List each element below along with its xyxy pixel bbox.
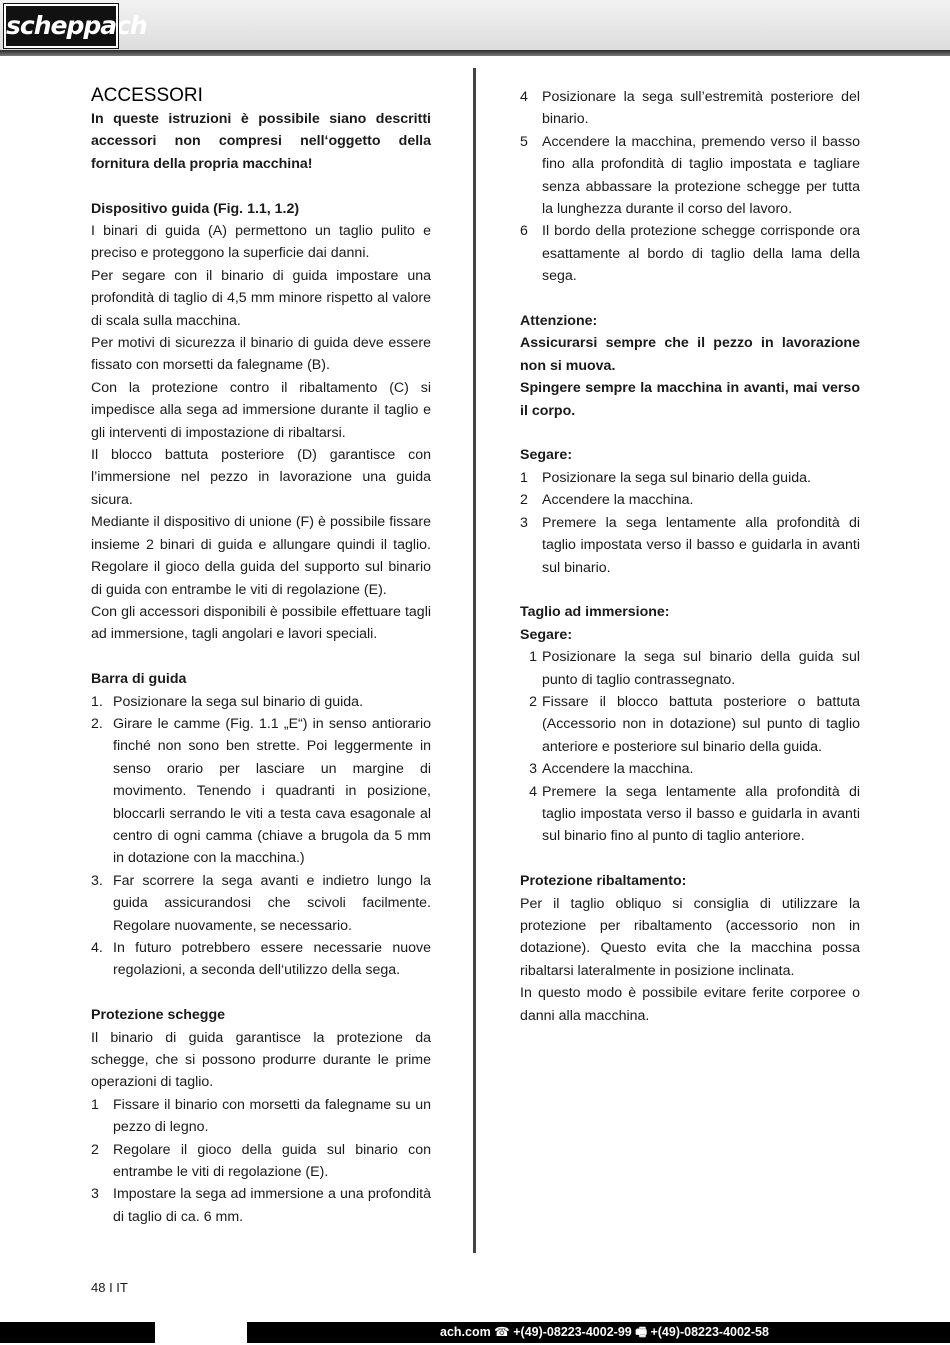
guide-paragraph: Mediante il dispositivo di unione (F) è possibile fissare insieme 2 binari di guida e allungare quindi il taglio. Regolare il gioco della guida del supporto sul binario di guida con entrambe le viti di regolazione (E). — [91, 514, 431, 598]
intro-note: In queste istruzioni è possibile siano descritti accessori non compresi nell‘oggetto della fornitura della propria macchina! — [91, 111, 431, 172]
guide-paragraph: Il blocco battuta posteriore (D) garantisce con l’immersione nel pezzo in lavorazione una guida sicura. — [91, 447, 431, 508]
bar-heading: Barra di guida — [91, 671, 187, 688]
left-column — [91, 84, 431, 1228]
list-item: 2 Accendere la macchina. — [520, 492, 694, 509]
guide-paragraph: Per motivi di sicurezza il binario di guida deve essere fissato con morsetti da falegname (B). — [91, 335, 431, 374]
attention-paragraph: Assicurarsi sempre che il pezzo in lavorazione non si muova. — [520, 335, 860, 374]
list-item: 3 Accendere la macchina. — [529, 761, 694, 778]
list-item: 1 Fissare il binario con morsetti da falegname su un pezzo di legno. — [91, 1096, 431, 1136]
list-item: 2 Fissare il blocco battuta posteriore o battuta (Accessorio non in dotazione) sul punto di taglio anteriore e posteriore sul binario della guida. — [529, 693, 860, 755]
page-title: ACCESSORI — [91, 85, 203, 106]
list-item: 3. Far scorrere la sega avanti e indietro lungo la guida assicurandosi che scivoli facilmente. Regolare nuovamente, se necessario. — [91, 872, 431, 934]
list-item: 4 Premere la sega lentamente alla profondità di taglio impostata verso il basso e guidarla in avanti sul binario fino al punto di taglio anteriore. — [529, 783, 860, 845]
list-item: 5 Accendere la macchina, premendo verso il basso fino alla profondità di taglio impostata e tagliare senza abbassare la protezione schegge per tutta la lunghezza durante il corso del lavoro. — [520, 133, 860, 218]
footer-contact: ach.com ☎ +(49)-08223-4002-99 🖷 +(49)-08223-4002-58 — [440, 1325, 769, 1339]
tip-paragraph: In questo modo è possibile evitare ferite corporee o danni alla macchina. — [520, 985, 860, 1024]
plunge-heading: Taglio ad immersione: — [520, 604, 670, 621]
list-item: 3 Premere la sega lentamente alla profondità di taglio impostata verso il basso e guidarla in avanti sul binario. — [520, 514, 860, 576]
header-rule — [0, 50, 950, 56]
footer-block — [155, 1322, 247, 1343]
list-item: 1. Posizionare la sega sul binario di guida. — [91, 693, 364, 710]
brand-logo: scheppach — [4, 4, 118, 48]
saw-heading: Segare: — [520, 447, 573, 464]
list-item: 2 Regolare il gioco della guida sul binario con entrambe le viti di regolazione (E). — [91, 1141, 431, 1181]
list-item: 2. Girare le camme (Fig. 1.1 „E“) in senso antiorario finché non sono ben strette. Poi leggermente in senso orario per lasciare un margine di movimento. Tenendo i quadranti in posizione, bloccarli serrando le viti a testa cava esagonale al centro di ogni camma (chiave a brugola da 5 mm in dotazione con la macchina.) — [91, 715, 431, 867]
guide-paragraph: Con la protezione contro il ribaltamento (C) si impedisce alla sega ad immersione durante il taglio e gli interventi di impostazione di ribaltarsi. — [91, 379, 431, 441]
page-footer — [0, 1322, 950, 1343]
guide-paragraph: I binari di guida (A) permettono un taglio pulito e preciso e proteggono la superficie dai danni. — [91, 223, 431, 262]
right-column — [520, 86, 860, 1027]
splinter-paragraph: Il binario di guida garantisce la protezione da schegge, che si possono produrre durante le prime operazioni di taglio. — [91, 1029, 431, 1091]
attention-heading: Attenzione: — [520, 313, 598, 330]
list-item: 6 Il bordo della protezione schegge corrisponde ora esattamente al bordo di taglio della lama della sega. — [520, 223, 860, 285]
tip-paragraph: Per il taglio obliquo si consiglia di utilizzare la protezione per ribaltamento (accessorio non in dotazione). Questo evita che la macchina possa ribaltarsi lateralmente in posizione inclinata. — [520, 895, 860, 979]
guide-paragraph: Per segare con il binario di guida impostare una profondità di taglio di 4,5 mm minore rispetto al valore di scala sulla macchina. — [91, 267, 431, 329]
list-item: 4 Posizionare la sega sull’estremità posteriore del binario. — [520, 89, 860, 128]
list-item: 4. In futuro potrebbero essere necessarie nuove regolazioni, a seconda dell‘utilizzo della sega. — [91, 940, 431, 979]
page-number: 48 I IT — [91, 1280, 128, 1295]
guide-paragraph: Con gli accessori disponibili è possibile effettuare tagli ad immersione, tagli angolari e lavori speciali. — [91, 603, 431, 643]
plunge-subheading: Segare: — [520, 626, 573, 643]
list-item: 3 Impostare la sega ad immersione a una profondità di taglio di ca. 6 mm. — [91, 1186, 431, 1225]
attention-paragraph: Spingere sempre la macchina in avanti, mai verso il corpo. — [520, 380, 860, 419]
tip-heading: Protezione ribaltamento: — [520, 873, 687, 890]
list-item: 1 Posizionare la sega sul binario della guida. — [520, 469, 811, 486]
list-item: 1 Posizionare la sega sul binario della guida sul punto di taglio contrassegnato. — [529, 649, 860, 688]
page-header — [0, 0, 950, 52]
splinter-heading: Protezione schegge — [91, 1007, 226, 1024]
guide-heading: Dispositivo guida (Fig. 1.1, 1.2) — [91, 200, 300, 217]
column-divider — [473, 68, 476, 1253]
